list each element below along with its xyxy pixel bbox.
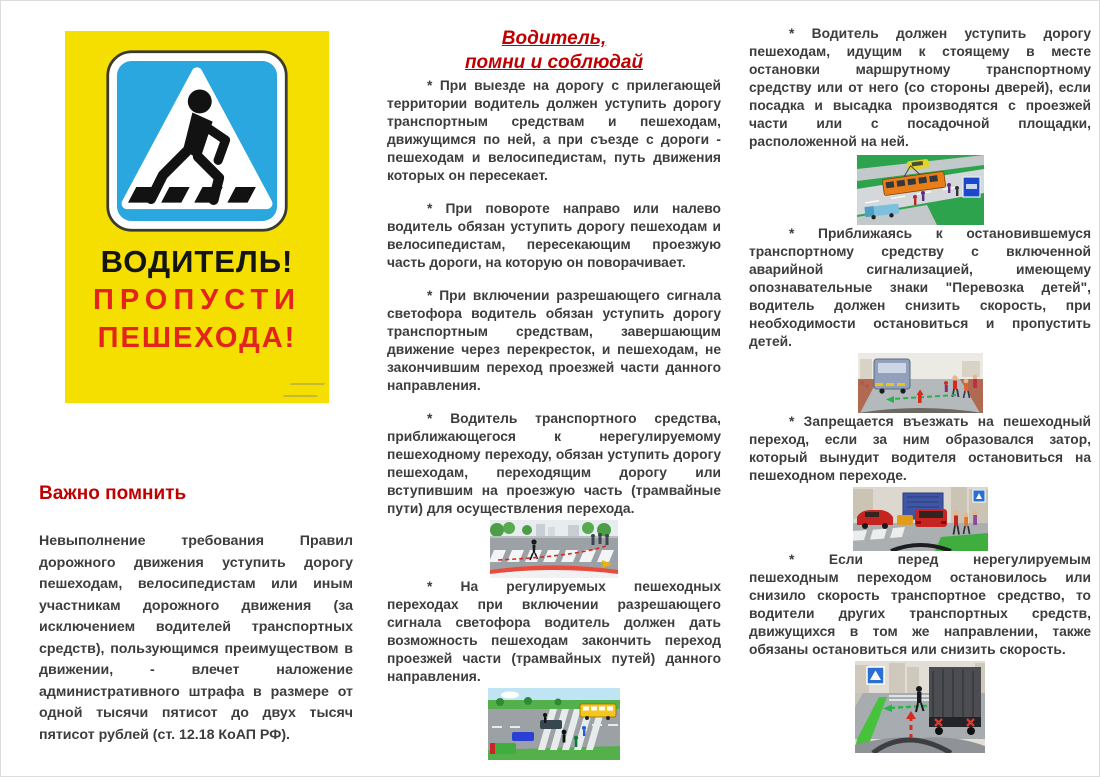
poster-line-driver: ВОДИТЕЛЬ! xyxy=(100,244,294,279)
important-note-heading: Важно помнить xyxy=(39,483,187,504)
middle-column xyxy=(387,27,721,760)
poster-line-pedestrian: ПЕШЕХОДА! xyxy=(97,322,297,354)
rule-paragraph: * Приближаясь к остановившемуся транспортному средству с включенной аварийной сигнализацией, имеющему опознавательные знаки "Перевозка детей", водитель должен снизить скорость, при необходимости остановиться и пропустить детей. xyxy=(749,226,1091,349)
rule-paragraph: * Запрещается въезжать на пешеходный переход, если за ним образовался затор, который вынудит водителя остановиться на пешеходном переходе. xyxy=(749,414,1091,483)
rule-paragraph: * При включении разрешающего сигнала светофора водитель обязан уступить дорогу транспортным средствам, завершающим движение через перекресток, и пешеходам, не закончившим переход проезжей части данного направления. xyxy=(387,288,721,393)
column-title xyxy=(387,27,721,75)
poster-line-let-pass: ПРОПУСТИ xyxy=(92,284,302,316)
crosswalk-driver-view-image xyxy=(490,520,618,578)
title-line-2: помни и соблюдай xyxy=(464,52,644,73)
poster-watermark xyxy=(283,383,325,397)
rule-paragraph: * Водитель транспортного средства, приближающегося к нерегулируемому пешеходному переходу, обязан уступить дорогу пешеходам, переходящим дорогу или вступившим на проезжую часть (трамвайные пути) для осуществления перехода. xyxy=(387,411,721,516)
fine-info-paragraph: Невыполнение требования Правил дорожного движения уступить дорогу пешеходам, велосипедистам или иным участникам дорожного движения (за исключением водителей транспортных средств), пользующимся преимуществом в движении, - влечет наложение административного штрафа в размере от одной тысячи пятисот до двух тысяч пятисот рублей (ст. 12.18 КоАП РФ). xyxy=(39,533,353,743)
poster-text xyxy=(65,243,329,357)
pedestrian-crossing-sign-icon xyxy=(105,49,289,233)
right-column xyxy=(749,25,1091,753)
rule-paragraph: * Если перед нерегулируемым пешеходным переходом остановилось или снизило скорость транспортное средство, то водители других транспортных средств, движущихся в том же направлении, также обязаны остановиться или снизить скорость. xyxy=(749,552,1091,657)
children-bus-crossing-image xyxy=(858,353,983,413)
truck-stopped-before-crosswalk-image xyxy=(855,661,985,753)
tram-stop-passengers-image xyxy=(857,155,984,225)
rule-paragraph: * На регулируемых пешеходных переходах при включении разрешающего сигнала светофора водитель должен дать возможность пешеходам закончить переход проезжей части (трамвайных путей) данного направления. xyxy=(387,579,721,684)
title-line-1: Водитель, xyxy=(501,28,607,49)
rule-paragraph: * При выезде на дорогу с прилегающей территории водитель должен уступить дорогу транспортным средствам и пешеходам, движущимся по ней, а при съезде с дороги - пешеходам и велосипедистам, путь движения которых он пересекает. xyxy=(387,78,721,183)
rule-paragraph: * Водитель должен уступить дорогу пешеходам, идущим к стоящему в месте остановки маршрутному транспортному средству или от него (со стороны дверей), если посадка и высадка производятся с проезжей части или с посадочной площадки, расположенной на ней. xyxy=(749,26,1091,149)
regulated-crosswalk-aerial-image xyxy=(488,688,620,760)
traffic-jam-crosswalk-image xyxy=(853,487,988,551)
rule-paragraph: * При повороте направо или налево водитель обязан уступить дорогу пешеходам и велосипедистам, пересекающим проезжую часть дороги, на которую он поворачивает. xyxy=(387,201,721,270)
driver-poster xyxy=(65,31,329,403)
